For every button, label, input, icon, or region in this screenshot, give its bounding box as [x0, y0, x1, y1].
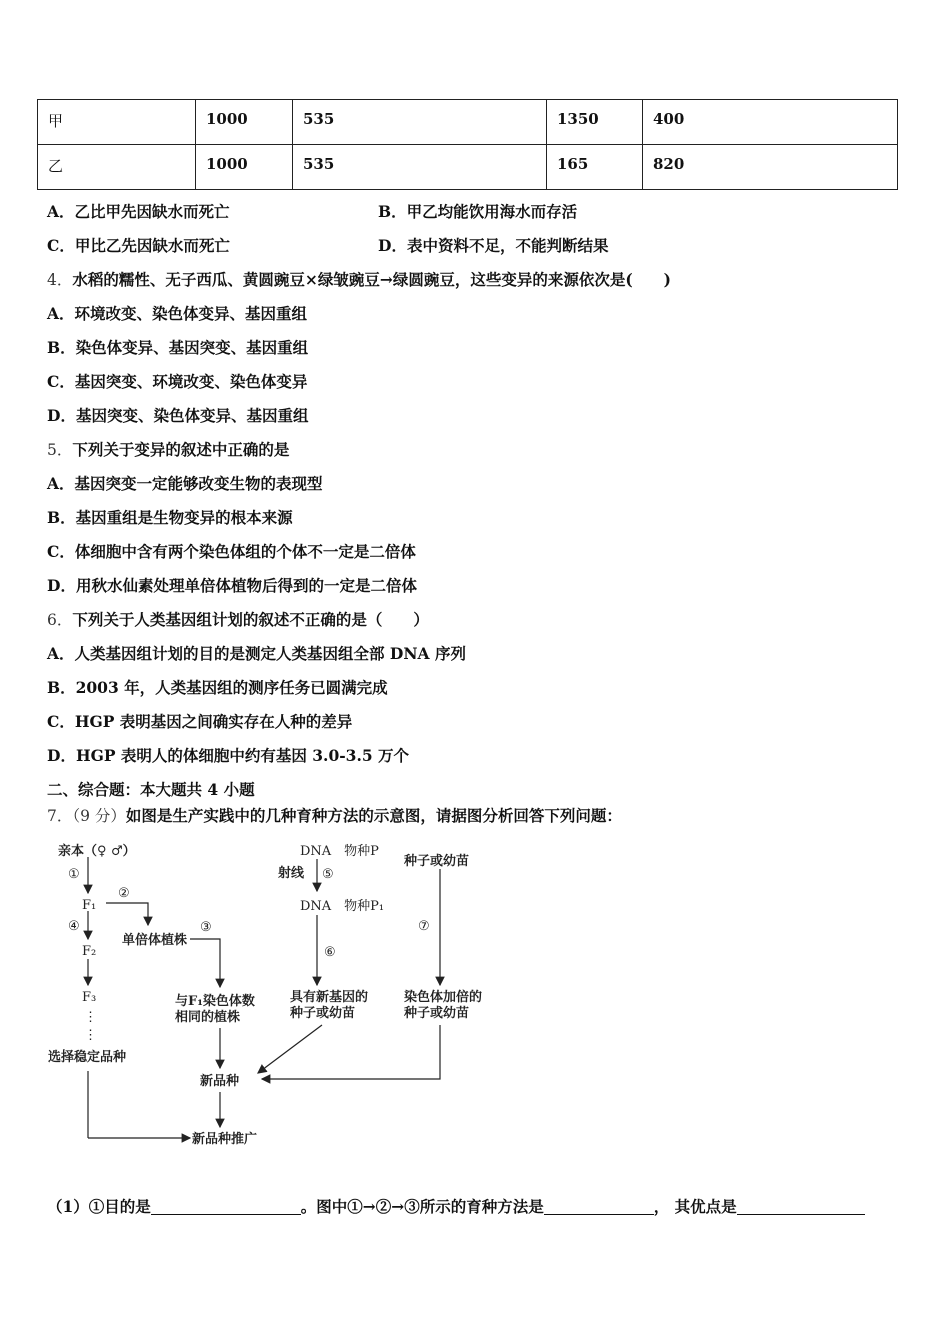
diagram-parent-label: 亲本（♀ ♂）	[58, 844, 136, 859]
table-cell: 535	[293, 100, 547, 145]
q5-option-a: A．基因突变一定能够改变生物的表现型	[47, 474, 323, 493]
q7-stem	[47, 804, 622, 826]
data-table	[37, 99, 898, 190]
q3-option-c: C．甲比乙先因缺水而死亡	[47, 236, 230, 255]
arrow	[190, 939, 220, 987]
question-number: 4．	[47, 271, 73, 289]
same-chromosome-label-2: 相同的植株	[175, 1010, 241, 1025]
step-5-label: ⑤	[322, 867, 334, 882]
table-cell: 乙	[38, 145, 196, 190]
step-1-label: ①	[68, 867, 80, 882]
arrow	[258, 1025, 322, 1073]
same-chromosome-label-1: 与F₁染色体数	[175, 994, 255, 1009]
question-number: 5．	[47, 441, 73, 459]
new-variety-label: 新品种	[200, 1074, 240, 1089]
step-4-label: ④	[68, 919, 80, 934]
step-3-label: ③	[200, 920, 212, 935]
new-gene-label-1: 具有新基因的	[290, 990, 369, 1005]
table-row	[38, 100, 898, 145]
q6-option-b: B．2003 年，人类基因组的测序任务已圆满完成	[47, 678, 388, 697]
ellipsis-dots: ⋮	[84, 1010, 97, 1025]
sub1-part-b: 。图中①→②→③所示的育种方法是	[300, 1197, 544, 1216]
question-text: 如图是生产实践中的几种育种方法的示意图，请据图分析回答下列问题：	[125, 806, 622, 825]
f2-label: F₂	[82, 944, 97, 959]
table-cell: 甲	[38, 100, 196, 145]
table-cell: 535	[293, 145, 547, 190]
f3-label: F₃	[82, 990, 97, 1005]
promote-label: 新品种推广	[192, 1132, 258, 1147]
seed-label: 种子或幼苗	[404, 854, 470, 869]
select-stable-label: 选择稳定品种	[48, 1050, 127, 1065]
f1-label: F₁	[82, 898, 97, 913]
q4-option-c: C．基因突变、环境改变、染色体变异	[47, 372, 308, 391]
step-7-label: ⑦	[418, 919, 430, 934]
q5-stem	[47, 438, 289, 460]
q5-option-c: C．体细胞中含有两个染色体组的个体不一定是二倍体	[47, 542, 416, 561]
table-cell: 400	[643, 100, 898, 145]
q4-option-d: D．基因突变、染色体变异、基因重组	[47, 406, 309, 425]
q6-option-a: A．人类基因组计划的目的是测定人类基因组全部 DNA 序列	[47, 644, 466, 663]
haploid-label: 单倍体植株	[122, 933, 188, 948]
question-text: 下列关于变异的叙述中正确的是	[72, 440, 290, 459]
dna-p-label: DNA 物种P	[300, 844, 379, 859]
q3-option-b: B．甲乙均能饮用海水而存活	[378, 202, 578, 221]
table-cell: 1000	[196, 100, 293, 145]
q6-option-d: D．HGP 表明人的体细胞中约有基因 3.0-3.5 万个	[47, 746, 410, 765]
question-number: 6．	[47, 611, 73, 629]
arrow	[262, 1025, 440, 1079]
answer-blank[interactable]	[544, 1198, 654, 1215]
doubled-label-2: 种子或幼苗	[404, 1006, 470, 1021]
q4-option-a: A．环境改变、染色体变异、基因重组	[47, 304, 308, 323]
doubled-label-1: 染色体加倍的	[404, 990, 483, 1005]
ellipsis-dots: ⋮	[84, 1028, 97, 1043]
table-row	[38, 145, 898, 190]
q3-option-a: A．乙比甲先因缺水而死亡	[47, 202, 230, 221]
question-text: 下列关于人类基因组计划的叙述不正确的是（ ）	[72, 610, 429, 629]
step-6-label: ⑥	[324, 945, 336, 960]
section-heading: 二、综合题：本大题共 4 小题	[47, 780, 255, 799]
breeding-diagram	[40, 835, 510, 1155]
question-score: （9 分）	[72, 807, 126, 825]
question-text: 水稻的糯性、无子西瓜、黄圆豌豆×绿皱豌豆→绿圆豌豆，这些变异的来源依次是( )	[72, 270, 672, 289]
q6-stem	[47, 608, 429, 630]
q4-option-b: B．染色体变异、基因突变、基因重组	[47, 338, 309, 357]
q3-option-d: D．表中资料不足，不能判断结果	[378, 236, 609, 255]
table-cell: 165	[547, 145, 643, 190]
q4-stem	[47, 268, 671, 290]
step-2-label: ②	[118, 886, 130, 901]
question-number: 7．	[47, 807, 73, 825]
q5-option-d: D．用秋水仙素处理单倍体植物后得到的一定是二倍体	[47, 576, 417, 595]
table-cell: 1000	[196, 145, 293, 190]
q5-option-b: B．基因重组是生物变异的根本来源	[47, 508, 293, 527]
arrow	[106, 903, 148, 925]
q7-sub1	[47, 1195, 865, 1217]
sub1-part-a: （1）①目的是	[47, 1197, 151, 1216]
new-gene-label-2: 种子或幼苗	[290, 1006, 356, 1021]
radiation-label: 射线	[278, 866, 305, 881]
dna-p1-label: DNA 物种P₁	[300, 899, 385, 914]
answer-blank[interactable]	[737, 1198, 865, 1215]
table-cell: 820	[643, 145, 898, 190]
sub1-part-c: ， 其优点是	[653, 1197, 737, 1216]
table-cell: 1350	[547, 100, 643, 145]
q6-option-c: C．HGP 表明基因之间确实存在人种的差异	[47, 712, 353, 731]
answer-blank[interactable]	[151, 1198, 301, 1215]
